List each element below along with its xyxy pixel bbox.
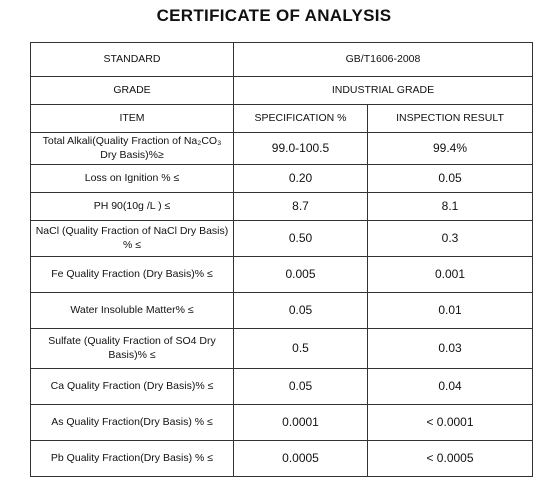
item-cell: Ca Quality Fraction (Dry Basis)% ≤ bbox=[31, 369, 234, 405]
spec-cell: 0.0005 bbox=[234, 441, 368, 477]
result-cell: < 0.0001 bbox=[368, 405, 533, 441]
table-row bbox=[31, 293, 533, 329]
result-cell: 8.1 bbox=[368, 193, 533, 221]
table-row bbox=[31, 441, 533, 477]
specification-header: SPECIFICATION % bbox=[234, 105, 368, 133]
result-cell: 0.01 bbox=[368, 293, 533, 329]
spec-cell: 0.05 bbox=[234, 369, 368, 405]
spec-cell: 0.20 bbox=[234, 165, 368, 193]
item-cell: Fe Quality Fraction (Dry Basis)% ≤ bbox=[31, 257, 234, 293]
document-title: CERTIFICATE OF ANALYSIS bbox=[156, 6, 392, 25]
result-cell: 0.05 bbox=[368, 165, 533, 193]
table-row bbox=[31, 221, 533, 257]
result-cell: 0.04 bbox=[368, 369, 533, 405]
item-cell: Loss on Ignition % ≤ bbox=[31, 165, 234, 193]
item-cell: Pb Quality Fraction(Dry Basis) % ≤ bbox=[31, 441, 234, 477]
table-row bbox=[31, 193, 533, 221]
item-cell: Total Alkali(Quality Fraction of Na₂CO₃ Dry Basis)%≥ bbox=[31, 133, 234, 165]
grade-value: INDUSTRIAL GRADE bbox=[234, 77, 533, 105]
spec-cell: 8.7 bbox=[234, 193, 368, 221]
standard-label: STANDARD bbox=[31, 43, 234, 77]
result-cell: 0.3 bbox=[368, 221, 533, 257]
spec-cell: 99.0-100.5 bbox=[234, 133, 368, 165]
analysis-table bbox=[30, 42, 533, 477]
item-cell: As Quality Fraction(Dry Basis) % ≤ bbox=[31, 405, 234, 441]
item-cell: Sulfate (Quality Fraction of SO4 Dry Basis)% ≤ bbox=[31, 329, 234, 369]
item-cell: Water Insoluble Matter% ≤ bbox=[31, 293, 234, 329]
item-cell: PH 90(10g /L ) ≤ bbox=[31, 193, 234, 221]
item-cell: NaCl (Quality Fraction of NaCl Dry Basis) % ≤ bbox=[31, 221, 234, 257]
item-header: ITEM bbox=[31, 105, 234, 133]
table-row bbox=[31, 133, 533, 165]
spec-cell: 0.0001 bbox=[234, 405, 368, 441]
inspection-header: INSPECTION RESULT bbox=[368, 105, 533, 133]
standard-value: GB/T1606-2008 bbox=[234, 43, 533, 77]
table-row bbox=[31, 369, 533, 405]
spec-cell: 0.50 bbox=[234, 221, 368, 257]
table-row bbox=[31, 329, 533, 369]
standard-row bbox=[31, 43, 533, 77]
grade-row bbox=[31, 77, 533, 105]
result-cell: 0.001 bbox=[368, 257, 533, 293]
result-cell: 0.03 bbox=[368, 329, 533, 369]
table-row bbox=[31, 165, 533, 193]
spec-cell: 0.05 bbox=[234, 293, 368, 329]
result-cell: < 0.0005 bbox=[368, 441, 533, 477]
table-row bbox=[31, 405, 533, 441]
spec-cell: 0.5 bbox=[234, 329, 368, 369]
spec-cell: 0.005 bbox=[234, 257, 368, 293]
result-cell: 99.4% bbox=[368, 133, 533, 165]
grade-label: GRADE bbox=[31, 77, 234, 105]
table-row bbox=[31, 257, 533, 293]
header-row bbox=[31, 105, 533, 133]
